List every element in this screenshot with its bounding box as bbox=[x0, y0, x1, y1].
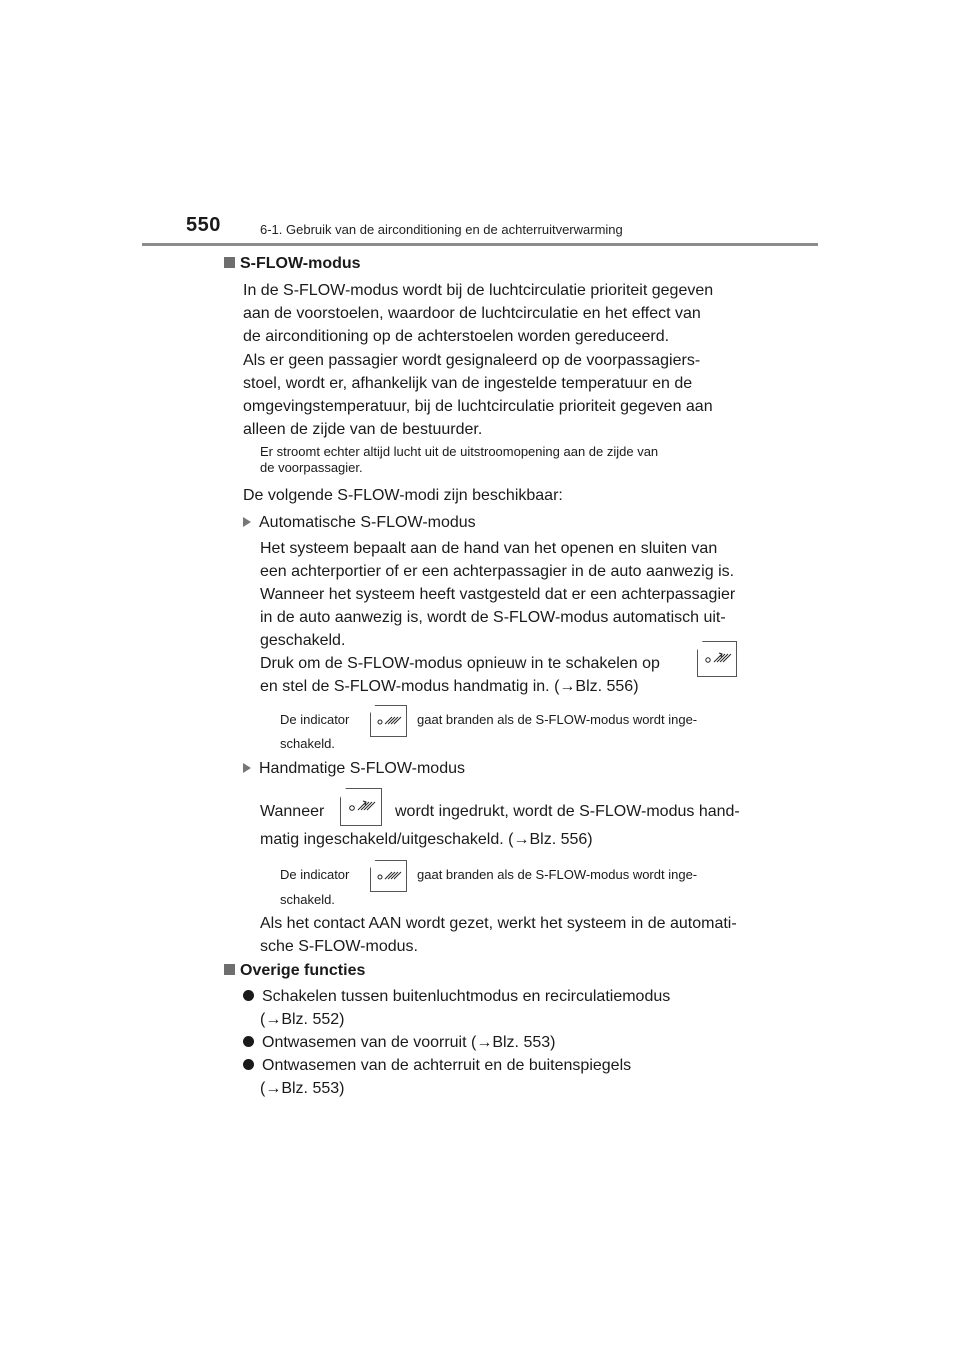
modes-intro: De volgende S-FLOW-modi zijn beschikbaar: bbox=[243, 487, 563, 504]
chapter-title: 6-1. Gebruik van de airconditioning en de achterruitverwarming bbox=[260, 222, 623, 237]
other-bullet-1: Schakelen tussen buitenluchtmodus en recirculatiemodus (→Blz. 552) bbox=[243, 985, 670, 1031]
triangle-bullet-icon bbox=[243, 517, 251, 527]
contact-paragraph: Als het contact AAN wordt gezet, werkt het systeem in de automati- sche S-FLOW-modus. bbox=[260, 915, 737, 955]
manual-line2: matig ingeschakeld/uitgeschakeld. (→Blz. 556) bbox=[260, 831, 593, 848]
s-flow-button-icon bbox=[340, 788, 382, 826]
bullet-dot-icon bbox=[243, 1059, 254, 1070]
sflow-paragraph-2: Als er geen passagier wordt gesignaleerd op de voorpassagiers- stoel, wordt er, afhankelijk van de ingestelde temperatuur en de omgevingstemperatuur, bij de luchtcirculatie prioriteit gegeven aan alleen de zijde van de bestuurder. bbox=[243, 352, 713, 438]
manual-line1-before: Wanneer bbox=[260, 803, 325, 820]
sflow-note: Er stroomt echter altijd lucht uit de uitstroomopening aan de zijde van de voorpassagier. bbox=[260, 444, 659, 475]
section-heading-other: Overige functies bbox=[224, 962, 365, 980]
manual-line1-after: wordt ingedrukt, wordt de S-FLOW-modus hand- bbox=[395, 803, 740, 820]
auto-press-line2: en stel de S-FLOW-modus handmatig in. (→Blz. 556) bbox=[260, 678, 639, 695]
square-bullet-icon bbox=[224, 257, 235, 268]
bullet-dot-icon bbox=[243, 990, 254, 1001]
page-number: 550 bbox=[186, 214, 221, 236]
indicator-2-before: De indicator bbox=[280, 867, 350, 882]
header-rule bbox=[142, 243, 818, 246]
triangle-bullet-icon bbox=[243, 763, 251, 773]
indicator-2-end: schakeld. bbox=[280, 892, 335, 907]
s-flow-indicator-icon bbox=[370, 705, 407, 737]
indicator-1-before: De indicator bbox=[280, 712, 350, 727]
manual-mode-title: Handmatige S-FLOW-modus bbox=[243, 757, 465, 780]
other-bullet-2: Ontwasemen van de voorruit (→Blz. 553) bbox=[243, 1031, 555, 1054]
s-flow-button-icon bbox=[697, 641, 737, 677]
auto-press-line1: Druk om de S-FLOW-modus opnieuw in te schakelen op bbox=[260, 655, 660, 672]
other-bullet-3: Ontwasemen van de achterruit en de buitenspiegels (→Blz. 553) bbox=[243, 1054, 631, 1100]
indicator-1-end: schakeld. bbox=[280, 736, 335, 751]
bullet-dot-icon bbox=[243, 1036, 254, 1047]
section-heading-sflow: S-FLOW-modus bbox=[224, 255, 361, 273]
sflow-paragraph-1: In de S-FLOW-modus wordt bij de luchtcirculatie prioriteit gegeven aan de voorstoelen, waardoor de luchtcirculatie en het effect van de airconditioning op de achterstoelen worden gereduceerd. bbox=[243, 282, 714, 345]
auto-mode-description: Het systeem bepaalt aan de hand van het openen en sluiten van een achterportier of er een achterpassagier in de auto aanwezig is. Wanneer het systeem heeft vastgesteld dat er een achterpassagier in de auto aanwezig is, wordt de S-FLOW-modus automatisch uit- geschakeld. bbox=[260, 540, 736, 649]
square-bullet-icon bbox=[224, 964, 235, 975]
indicator-2-after: gaat branden als de S-FLOW-modus wordt inge- bbox=[417, 867, 698, 882]
auto-mode-title: Automatische S-FLOW-modus bbox=[243, 511, 476, 534]
indicator-1-after: gaat branden als de S-FLOW-modus wordt inge- bbox=[417, 712, 698, 727]
s-flow-indicator-icon bbox=[370, 860, 407, 892]
